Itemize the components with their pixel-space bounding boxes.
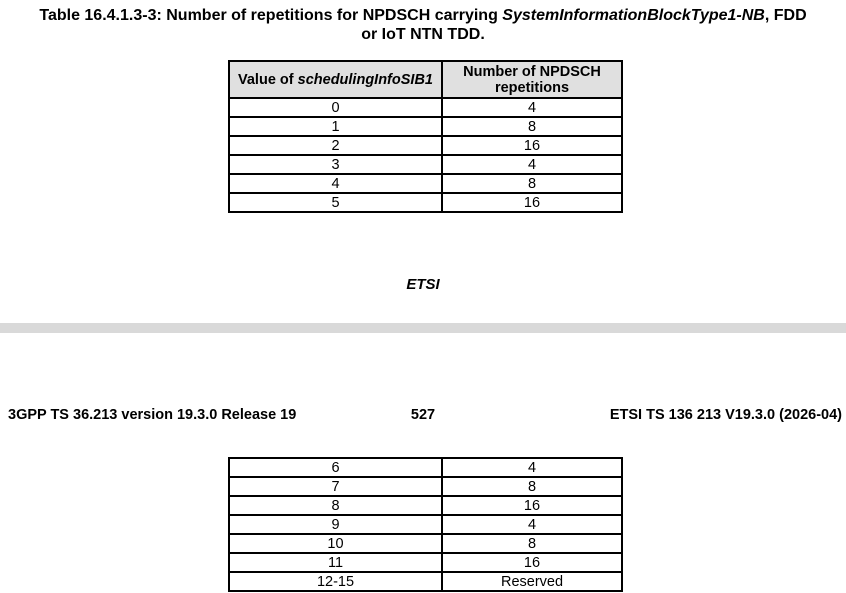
caption-suffix: , FDD <box>764 7 807 24</box>
table-row <box>229 193 622 212</box>
table-body-part-2 <box>229 458 622 591</box>
table-body-part-1 <box>229 98 622 212</box>
cell-value: 10 <box>229 534 442 553</box>
table-row <box>229 155 622 174</box>
header-value <box>229 61 442 98</box>
header-spec-left: 3GPP TS 36.213 version 19.3.0 Release 19 <box>8 407 297 423</box>
caption-italic: SystemInformationBlockType1-NB <box>502 7 765 24</box>
header-page-number: 527 <box>410 407 436 423</box>
table-header-row <box>229 61 622 98</box>
cell-repetitions: 16 <box>442 496 622 515</box>
cell-value: 5 <box>229 193 442 212</box>
cell-repetitions: Reserved <box>442 572 622 591</box>
caption-line-2: or IoT NTN TDD. <box>361 26 485 43</box>
table-row <box>229 136 622 155</box>
cell-value: 9 <box>229 515 442 534</box>
cell-repetitions: 4 <box>442 458 622 477</box>
table-row <box>229 98 622 117</box>
caption-line-1 <box>0 6 846 25</box>
cell-value: 1 <box>229 117 442 136</box>
cell-value: 3 <box>229 155 442 174</box>
cell-repetitions: 4 <box>442 98 622 117</box>
cell-value: 4 <box>229 174 442 193</box>
cell-value: 6 <box>229 458 442 477</box>
table-row <box>229 572 622 591</box>
cell-value: 0 <box>229 98 442 117</box>
cell-value: 7 <box>229 477 442 496</box>
cell-repetitions: 16 <box>442 553 622 572</box>
repetitions-table-part-2 <box>228 457 623 592</box>
header-spec-right: ETSI TS 136 213 V19.3.0 (2026-04) <box>609 407 842 423</box>
cell-value: 11 <box>229 553 442 572</box>
cell-repetitions: 16 <box>442 136 622 155</box>
header-value-italic: schedulingInfoSIB1 <box>297 71 433 88</box>
cell-repetitions: 8 <box>442 117 622 136</box>
header-repetitions-line2: repetitions <box>494 79 570 96</box>
table-row <box>229 117 622 136</box>
header-repetitions <box>442 61 622 98</box>
repetitions-table-part-1 <box>228 60 623 213</box>
cell-repetitions: 4 <box>442 155 622 174</box>
cell-value: 2 <box>229 136 442 155</box>
table-row <box>229 534 622 553</box>
cell-repetitions: 4 <box>442 515 622 534</box>
cell-value: 8 <box>229 496 442 515</box>
header-repetitions-line1: Number of NPDSCH <box>463 63 601 80</box>
header-value-prefix: Value of <box>238 71 298 88</box>
table-row <box>229 515 622 534</box>
cell-value: 12-15 <box>229 572 442 591</box>
table-row <box>229 458 622 477</box>
cell-repetitions: 8 <box>442 477 622 496</box>
table-row <box>229 496 622 515</box>
caption-prefix: Table 16.4.1.3-3: Number of repetitions for NPDSCH carrying <box>39 7 503 24</box>
cell-repetitions: 8 <box>442 174 622 193</box>
cell-repetitions: 8 <box>442 534 622 553</box>
page-break <box>0 323 846 333</box>
cell-repetitions: 16 <box>442 193 622 212</box>
table-row <box>229 174 622 193</box>
etsi-footer: ETSI <box>406 276 440 293</box>
table-row <box>229 477 622 496</box>
table-caption <box>0 6 846 44</box>
table-row <box>229 553 622 572</box>
